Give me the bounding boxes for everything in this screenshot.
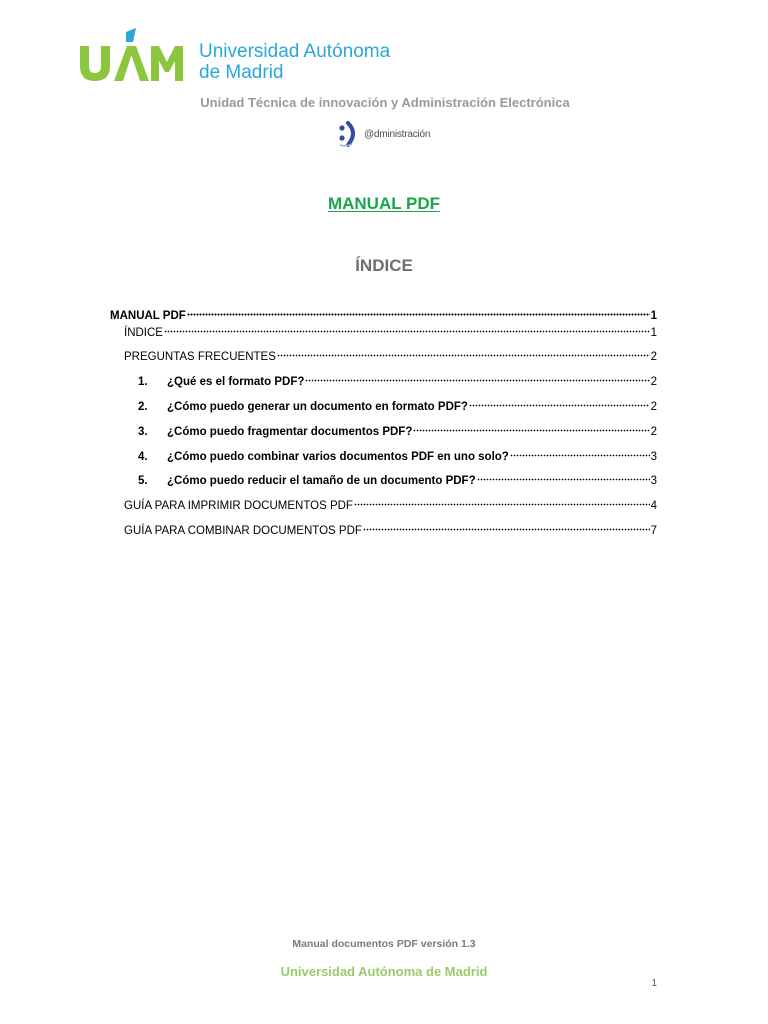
toc-page-number: 2	[650, 351, 657, 363]
toc-entry-text: ¿Qué es el formato PDF?	[167, 376, 305, 388]
unit-name: Unidad Técnica de innovación y Administración Electrónica	[200, 95, 570, 110]
toc-entry-manual-pdf[interactable]	[110, 309, 657, 323]
toc-page-number: 2	[650, 376, 657, 388]
toc-page-number: 1	[650, 327, 657, 339]
uam-logo-mark	[78, 26, 186, 84]
toc-leader	[413, 429, 649, 432]
toc-entry-text: ¿Cómo puedo reducir el tamaño de un documento PDF?	[167, 475, 476, 487]
toc-page-number: 3	[650, 451, 657, 463]
page-number: 1	[651, 978, 657, 989]
toc-entry-number: 3.	[138, 426, 148, 438]
index-heading: ÍNDICE	[355, 256, 413, 275]
toc-entry-guia-combinar[interactable]	[124, 524, 657, 538]
toc-entry-question-2[interactable]	[138, 400, 657, 414]
toc-entry-number: 2.	[138, 401, 148, 413]
administracion-logo	[336, 120, 430, 148]
toc-entry-text: ¿Cómo puedo fragmentar documentos PDF?	[167, 426, 413, 438]
toc-entry-preguntas-frecuentes[interactable]	[124, 350, 657, 364]
toc-entry-text: MANUAL PDF	[110, 310, 186, 322]
toc-leader	[469, 404, 650, 407]
toc-leader	[363, 528, 650, 531]
toc-entry-number: 1.	[138, 376, 148, 388]
footer-university: Universidad Autónoma de Madrid	[280, 964, 488, 979]
university-name-line2: de Madrid	[199, 62, 284, 83]
toc-leader	[477, 478, 650, 481]
toc-page-number: 3	[650, 475, 657, 487]
toc-entry-indice[interactable]	[124, 326, 657, 340]
toc-entry-text: ¿Cómo puedo combinar varios documentos PDF en uno solo?	[167, 451, 509, 463]
toc-entry-number: 5.	[138, 475, 148, 487]
footer-version: Manual documentos PDF versión 1.3	[292, 938, 476, 950]
toc-leader	[510, 454, 650, 457]
university-name	[199, 41, 390, 83]
toc-entry-question-3[interactable]	[138, 425, 657, 439]
toc-entry-question-4[interactable]	[138, 450, 657, 464]
toc-leader	[277, 354, 650, 357]
administracion-logo-text: @dministración	[364, 129, 431, 140]
toc-page-number: 4	[650, 500, 657, 512]
university-name-line1: Universidad Autónoma	[199, 41, 391, 62]
toc-page-number: 1	[650, 310, 657, 322]
smiley-icon	[336, 120, 362, 148]
toc-entry-text: GUÍA PARA IMPRIMIR DOCUMENTOS PDF	[124, 500, 353, 512]
toc-entry-question-5[interactable]	[138, 474, 657, 488]
toc-leader	[187, 313, 650, 316]
toc-page-number: 2	[650, 426, 657, 438]
toc-entry-number: 4.	[138, 451, 148, 463]
toc-leader	[305, 379, 649, 382]
toc-page-number: 7	[650, 525, 657, 537]
toc-entry-text: ¿Cómo puedo generar un documento en formato PDF?	[167, 401, 468, 413]
toc-entry-guia-imprimir[interactable]	[124, 499, 657, 513]
toc-entry-question-1[interactable]	[138, 375, 657, 389]
toc-entry-text: ÍNDICE	[124, 327, 163, 339]
document-title: MANUAL PDF	[327, 194, 441, 213]
toc-leader	[354, 503, 650, 506]
toc-page-number: 2	[650, 401, 657, 413]
toc-entry-text: PREGUNTAS FRECUENTES	[124, 351, 276, 363]
toc-entry-text: GUÍA PARA COMBINAR DOCUMENTOS PDF	[124, 525, 362, 537]
toc-leader	[164, 330, 650, 333]
